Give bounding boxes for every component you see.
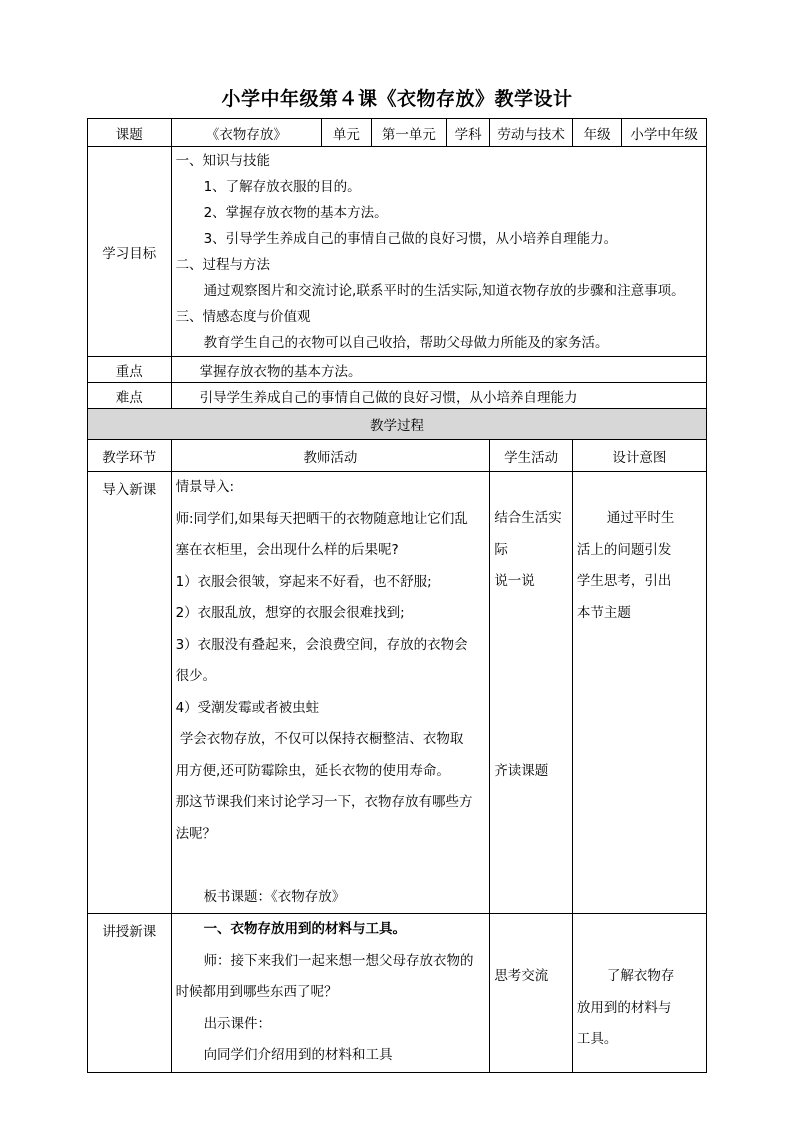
teacher-line: 3）衣服没有叠起来，会浪费空间，存放的衣物会: [175, 636, 468, 653]
process-header: 教学过程: [88, 409, 707, 440]
step-intro-label: 导入新课: [88, 472, 172, 914]
teacher-line: 很少。: [175, 668, 217, 684]
step-teach-label: 讲授新课: [88, 914, 172, 1073]
teacher-line: 4）受潮发霉或者被虫蛀: [175, 699, 320, 716]
header-row: [88, 119, 707, 147]
objective-section-title: 一、知识与技能: [175, 152, 271, 169]
teacher-line: 学会衣物存放，不仅可以保持衣橱整洁、衣物取: [175, 731, 464, 747]
intent-line: 工具。: [576, 1031, 618, 1047]
teacher-line: 时候都用到哪些东西了呢？: [175, 984, 338, 1000]
difficulty-label: 难点: [88, 383, 172, 409]
difficulty-row: [88, 383, 707, 409]
document-title: 小学中年级第４课《衣物存放》教学设计: [221, 88, 573, 110]
objective-text: 通过观察图片和交流讨论,联系平时的生活实际,知道衣物存放的步骤和注意事项。: [203, 282, 685, 299]
student-line: 思考交流: [494, 968, 549, 984]
col-header-intent: 设计意图: [572, 440, 706, 472]
objective-item: 1、了解存放衣服的目的。: [203, 178, 361, 195]
teacher-line-blank: [176, 850, 486, 882]
teacher-line: 2）衣服乱放，想穿的衣服会很难找到;: [175, 605, 405, 621]
teacher-line: 塞在衣柜里，会出现什么样的后果呢?: [175, 542, 399, 558]
lesson-label: 课题: [88, 119, 172, 147]
teacher-line: 一、衣物存放用到的材料与工具。: [203, 921, 407, 937]
student-line: 结合生活实际: [494, 510, 562, 558]
teacher-line: 师:同学们,如果每天把晒干的衣物随意地让它们乱: [175, 510, 468, 527]
step-teach-student: [490, 914, 573, 1073]
student-line: 说一说: [494, 573, 535, 589]
intent-line: 本节主题: [576, 604, 631, 621]
objective-section-title: 二、过程与方法: [175, 256, 271, 273]
step-intro-intent: [572, 472, 706, 914]
difficulty-text: 引导学生养成自己的事情自己做的良好习惯，从小培养自理能力: [171, 383, 706, 409]
col-header-student: 学生活动: [490, 440, 573, 472]
intent-line: 了解衣物存: [606, 968, 675, 984]
subject-label: 学科: [446, 119, 489, 147]
step-teach-intent: [572, 914, 706, 1073]
teacher-line: 出示课件：: [203, 1015, 272, 1032]
intent-line: 通过平时生: [606, 510, 675, 526]
objectives-label: 学习目标: [88, 147, 172, 357]
grade-value: 小学中年级: [622, 119, 707, 147]
objectives-content: [171, 147, 706, 357]
objective-item: 2、掌握存放衣物的基本方法。: [203, 204, 388, 221]
step-teach-teacher: [171, 914, 490, 1073]
objective-text: 教育学生自己的衣物可以自己收拾，帮助父母做力所能及的家务活。: [203, 334, 609, 351]
teacher-line: 1）衣服会很皱，穿起来不好看，也不舒服;: [175, 573, 432, 590]
lesson-plan-table: [87, 118, 707, 1073]
col-header-step: 教学环节: [88, 440, 172, 472]
subject-value: 劳动与技术: [490, 119, 573, 147]
teacher-line: 向同学们介绍用到的材料和工具: [203, 1047, 393, 1063]
grade-label: 年级: [572, 119, 622, 147]
teacher-line: 板书课题：《衣物存放》: [203, 888, 346, 905]
key-point-text: 掌握存放衣物的基本方法。: [171, 357, 706, 383]
teacher-line: 那这节课我们来讨论学习一下，衣物存放有哪些方: [175, 794, 473, 810]
intent-line: 放用到的材料与: [576, 999, 672, 1016]
col-header-teacher: 教师活动: [171, 440, 490, 472]
key-point-row: [88, 357, 707, 383]
intent-line: 学生思考，引出: [576, 573, 672, 589]
objective-section-title: 三、情感态度与价值观: [175, 308, 311, 325]
step-teach-row: [88, 914, 707, 1073]
teacher-line: 情景导入:: [175, 479, 235, 495]
intent-line: 活上的问题引发: [576, 541, 672, 558]
objective-item: 3、引导学生养成自己的事情自己做的良好习惯，从小培养自理能力。: [203, 230, 618, 247]
teacher-line: 用方便,还可防霉除虫，延长衣物的使用寿命。: [175, 762, 450, 779]
step-intro-row: [88, 472, 707, 914]
key-point-label: 重点: [88, 357, 172, 383]
lesson-value: 《衣物存放》: [171, 119, 322, 147]
student-line: 齐读课题: [494, 762, 549, 779]
column-header-row: [88, 440, 707, 472]
process-header-row: [88, 409, 707, 440]
unit-value: 第一单元: [371, 119, 446, 147]
objectives-row: [88, 147, 707, 357]
teacher-line: 师：接下来我们一起来想一想父母存放衣物的: [203, 952, 474, 969]
step-intro-teacher: [171, 472, 490, 914]
step-intro-student: [490, 472, 573, 914]
unit-label: 单元: [322, 119, 372, 147]
teacher-line: 法呢？: [175, 825, 217, 842]
